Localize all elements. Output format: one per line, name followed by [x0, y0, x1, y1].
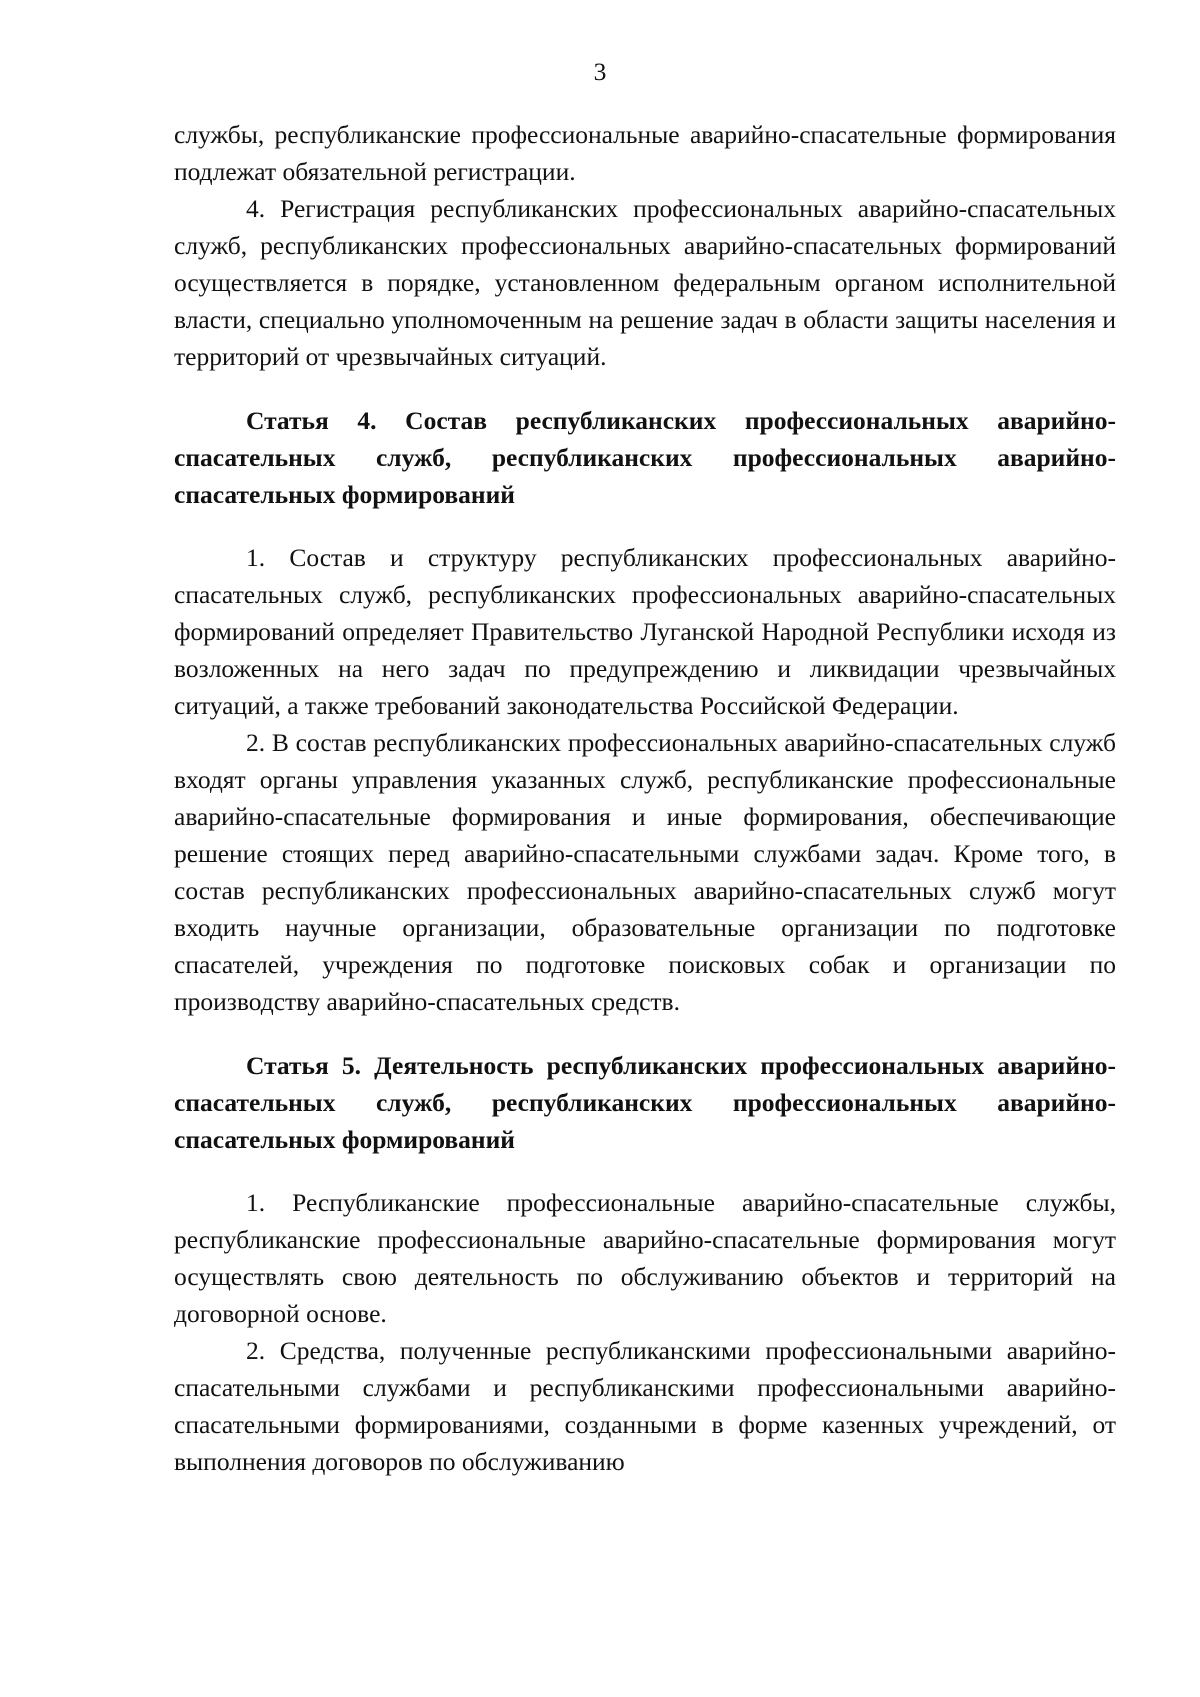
paragraph-registration: 4. Регистрация республиканских профессиональных аварийно-спасательных служб, республиканских профессиональных аварийно-спасательных формирований осуществляется в порядке, установленном федеральным органом исполнительной власти, специально уполномоченным на решение задач в области защиты населения и территорий от чрезвычайных ситуаций.: [174, 194, 1116, 371]
page-number: 3: [593, 57, 607, 86]
paragraph-article-5-item-2: 2. Средства, полученные республиканскими профессиональными аварийно-спасательными службами и республиканскими профессиональными аварийно-спасательными формированиями, созданными в форме казенных учреждений, от выполнения договоров по обслуживанию: [174, 1336, 1116, 1476]
article-4-heading: Статья 4. Состав республиканских профессиональных аварийно-спасательных служб, республиканских профессиональных аварийно-спасательных формирований: [174, 406, 1116, 509]
document-body: [174, 116, 1116, 1480]
paragraph-article-5-item-1: 1. Республиканские профессиональные аварийно-спасательные службы, республиканские профессиональные аварийно-спасательные формирования могут осуществлять свою деятельность по обслуживанию объектов и территорий на договорной основе.: [174, 1188, 1116, 1328]
paragraph-article-4-item-1: 1. Состав и структуру республиканских профессиональных аварийно-спасательных служб, республиканских профессиональных аварийно-спасательных формирований определяет Правительство Луганской Народной Республики исходя из возложенных на него задач по предупреждению и ликвидации чрезвычайных ситуаций, а также требований законодательства Российской Федерации.: [174, 543, 1116, 720]
paragraph-continuation: службы, республиканские профессиональные аварийно-спасательные формирования подлежат обязательной регистрации.: [174, 120, 1116, 186]
paragraph-article-4-item-2: 2. В состав республиканских профессиональных аварийно-спасательных служб входят органы управления указанных служб, республиканские профессиональные аварийно-спасательные формирования и иные формирования, обеспечивающие решение стоящих перед аварийно-спасательными службами задач. Кроме того, в состав республиканских профессиональных аварийно-спасательных служб могут входить научные организации, образовательные организации по подготовке спасателей, учреждения по подготовке поисковых собак и организации по производству аварийно-спасательных средств.: [174, 728, 1116, 1016]
article-5-heading: Статья 5. Деятельность республиканских профессиональных аварийно-спасательных служб, республиканских профессиональных аварийно-спасательных формирований: [174, 1051, 1116, 1154]
